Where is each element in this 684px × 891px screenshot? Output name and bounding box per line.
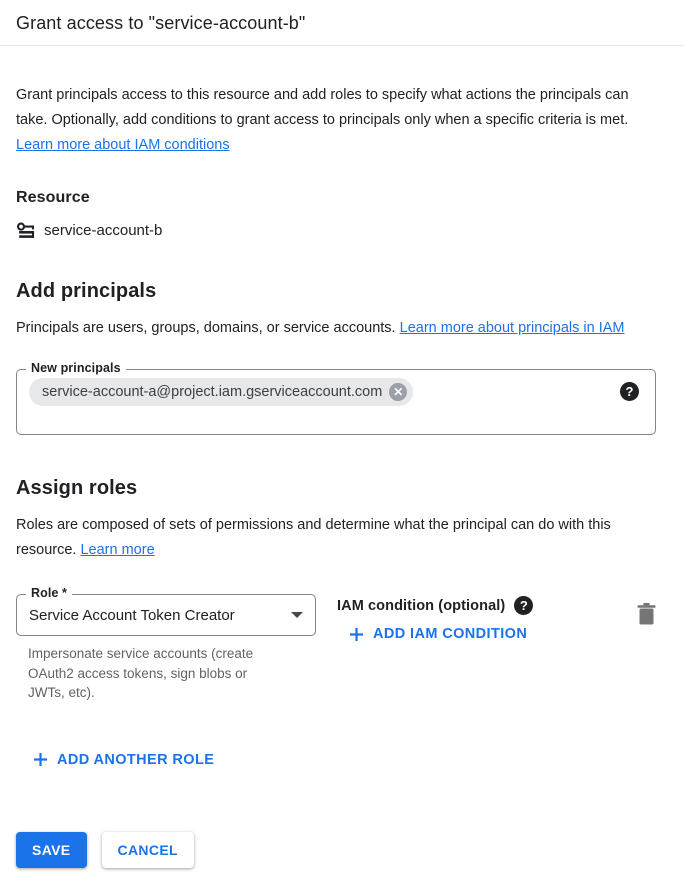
iam-condition-column <box>337 594 637 647</box>
resource-name: service-account-b <box>44 222 163 239</box>
new-principals-label: New principals <box>26 361 126 375</box>
save-button[interactable]: SAVE <box>16 832 87 868</box>
add-another-role-button[interactable] <box>33 752 214 768</box>
principal-chip-text: service-account-a@project.iam.gserviceaccount.com <box>42 384 383 400</box>
role-select[interactable] <box>16 586 316 636</box>
trash-icon <box>637 603 656 626</box>
page-title: Grant access to "service-account-b" <box>16 13 306 33</box>
assign-roles-heading: Assign roles <box>16 477 138 499</box>
chip-remove-icon[interactable]: ✕ <box>389 383 407 401</box>
dialog-header <box>0 0 684 46</box>
role-description: Impersonate service accounts (create OAuth2 access tokens, sign blobs or JWTs, etc). <box>28 646 254 700</box>
role-selected-value: Service Account Token Creator <box>29 606 235 624</box>
role-binding-row <box>16 586 656 703</box>
intro-paragraph <box>16 83 656 158</box>
plus-icon <box>33 752 48 767</box>
roles-paragraph <box>16 513 616 563</box>
principals-help-icon[interactable]: ? <box>620 382 639 401</box>
dialog-body <box>0 83 684 772</box>
principals-learn-more-link[interactable]: Learn more about principals in IAM <box>399 320 625 336</box>
principal-chip <box>29 378 413 406</box>
add-principals-heading: Add principals <box>16 280 157 302</box>
service-account-icon <box>16 222 35 239</box>
intro-text: Grant principals access to this resource and add roles to specify what actions the principals can take. Optionally, add conditions to grant access to principals only when a specific criteria is met. <box>16 87 629 128</box>
iam-condition-help-icon[interactable]: ? <box>514 596 533 615</box>
principals-text: Principals are users, groups, domains, or service accounts. <box>16 320 396 336</box>
plus-icon <box>349 627 364 642</box>
principals-paragraph <box>16 316 656 341</box>
dialog-footer <box>0 832 684 868</box>
iam-condition-label-row <box>337 596 637 615</box>
add-iam-condition-label: ADD IAM CONDITION <box>373 626 528 642</box>
add-another-role-label: ADD ANOTHER ROLE <box>57 751 215 768</box>
chevron-down-icon <box>291 612 303 618</box>
cancel-button[interactable]: CANCEL <box>102 832 194 868</box>
add-iam-condition-button[interactable] <box>349 626 527 642</box>
delete-role-button[interactable] <box>637 603 656 629</box>
new-principals-input[interactable] <box>16 361 656 435</box>
resource-item <box>16 222 656 239</box>
resource-heading: Resource <box>16 189 90 206</box>
role-label: Role * <box>26 586 72 600</box>
role-column <box>16 586 316 703</box>
iam-condition-label: IAM condition (optional) <box>337 597 506 614</box>
roles-text: Roles are composed of sets of permissions and determine what the principal can do with this resource. <box>16 517 611 558</box>
iam-conditions-learn-more-link[interactable]: Learn more about IAM conditions <box>16 137 230 153</box>
roles-learn-more-link[interactable]: Learn more <box>80 542 155 558</box>
